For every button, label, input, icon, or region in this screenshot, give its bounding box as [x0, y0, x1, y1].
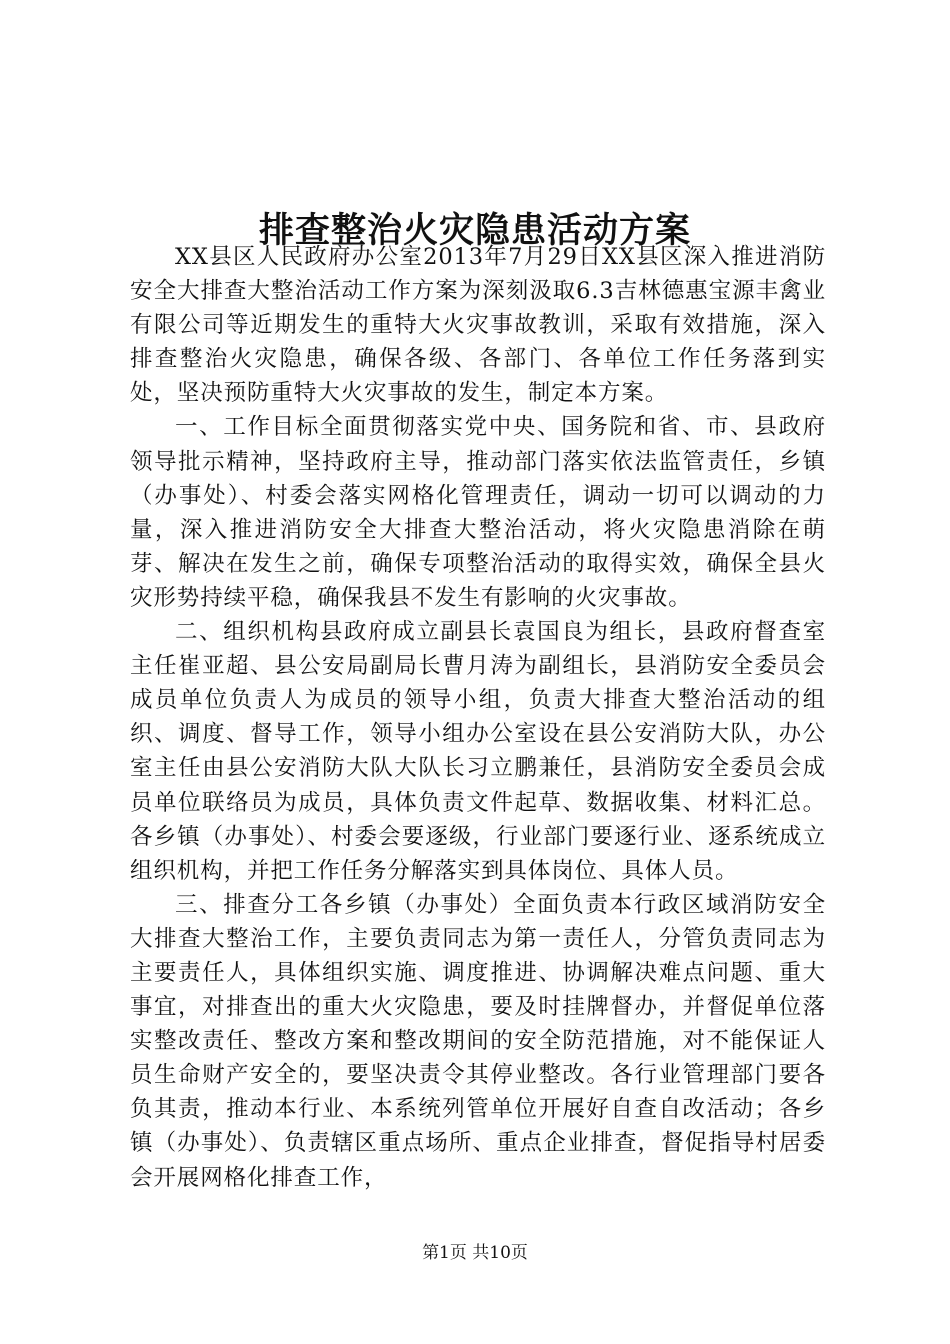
intro-paragraph: XX县区人民政府办公室2013年7月29日XX县区深入推进消防安全大排查大整治活动工作方案为深刻汲取6.3吉林德惠宝源丰禽业有限公司等近期发生的重特大火灾事故教训，采取有效措施，深入排查整治火灾隐患，确保各级、各部门、各单位工作任务落到实处，坚决预防重特大火灾事故的发生，制定本方案。	[130, 244, 826, 407]
section-2-organization: 二、组织机构县政府成立副县长袁国良为组长，县政府督查室主任崔亚超、县公安局副局长曹月涛为副组长，县消防安全委员会成员单位负责人为成员的领导小组，负责大排查大整治活动的组织、调度、督导工作，领导小组办公室设在县公安消防大队，办公室主任由县公安消防大队大队长习立鹏兼任，县消防安全委员会成员单位联络员为成员，具体负责文件起草、数据收集、材料汇总。各乡镇（办事处）、村委会要逐级，行业部门要逐行业、逐系统成立组织机构，并把工作任务分解落实到具体岗位、具体人员。	[130, 619, 826, 884]
document-body	[130, 240, 826, 1195]
section-3-division-of-work: 三、排查分工各乡镇（办事处）全面负责本行政区域消防安全大排查大整治工作，主要负责同志为第一责任人，分管负责同志为主要责任人，具体组织实施、调度推进、协调解决难点问题、重大事宜，对排查出的重大火灾隐患，要及时挂牌督办，并督促单位落实整改责任、整改方案和整改期间的安全防范措施，对不能保证人员生命财产安全的，要坚决责令其停业整改。各行业管理部门要各负其责，推动本行业、本系统列管单位开展好自查自改活动；各乡镇（办事处）、负责辖区重点场所、重点企业排查，督促指导村居委会开展网格化排查工作，	[130, 891, 826, 1191]
section-1-work-goal: 一、工作目标全面贯彻落实党中央、国务院和省、市、县政府领导批示精神，坚持政府主导，推动部门落实依法监管责任，乡镇（办事处）、村委会落实网格化管理责任，调动一切可以调动的力量，深入推进消防安全大排查大整治活动，将火灾隐患消除在萌芽、解决在发生之前，确保专项整治活动的取得实效，确保全县火灾形势持续平稳，确保我县不发生有影响的火灾事故。	[130, 414, 826, 611]
document-title: 排查整治火灾隐患活动方案	[258, 210, 691, 252]
page-number-footer: 第1页 共10页	[422, 1243, 528, 1263]
